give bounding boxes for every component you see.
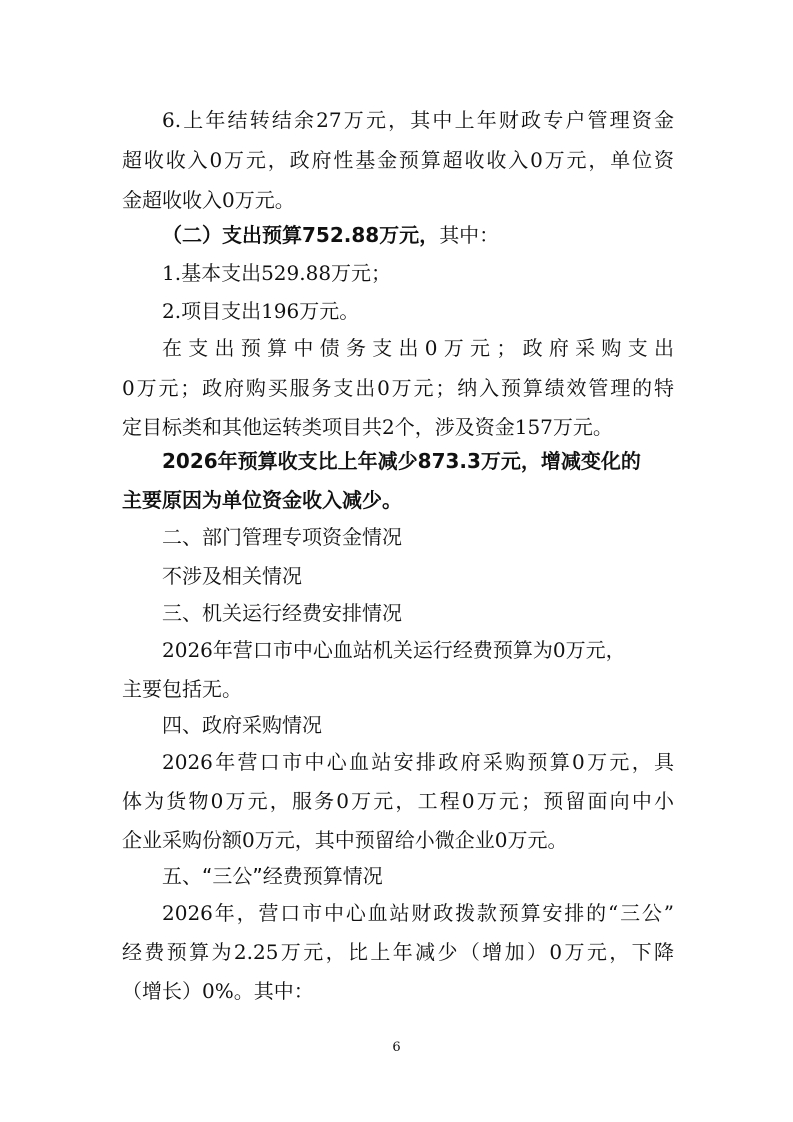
paragraph-line: 经费预算为2.25万元，比上年减少（增加）0万元，下降 — [122, 940, 674, 964]
paragraph-line: 2026年营口市中心血站安排政府采购预算0万元，具 — [162, 750, 674, 774]
section-heading: 五、“三公”经费预算情况 — [162, 864, 383, 888]
paragraph-line: 6.上年结转结余27万元，其中上年财政专户管理资金 — [162, 108, 674, 132]
paragraph-line: 体为货物0万元，服务0万元，工程0万元；预留面向中小 — [122, 789, 674, 813]
section-heading: 三、机关运行经费安排情况 — [162, 601, 402, 625]
paragraph-line: 超收收入0万元，政府性基金预算超收收入0万元，单位资 — [122, 148, 674, 172]
page-number: 6 — [392, 1040, 401, 1055]
paragraph-line: 企业采购份额0万元，其中预留给小微企业0万元。 — [122, 828, 568, 852]
summary-line: 2026年预算收支比上年减少873.3万元，增减变化的 — [162, 449, 641, 473]
summary-line: 主要原因为单位资金收入减少。 — [122, 488, 402, 512]
paragraph-line: 1.基本支出529.88万元； — [162, 261, 392, 285]
expenditure-heading-bold: （二）支出预算752.88万元， — [162, 223, 440, 247]
paragraph-line: 2026年，营口市中心血站财政拨款预算安排的“三公” — [162, 901, 674, 925]
paragraph-line: 2026年营口市中心血站机关运行经费预算为0万元， — [162, 638, 626, 662]
paragraph-line: 在支出预算中债务支出0万元；政府采购支出 — [162, 336, 674, 360]
expenditure-heading-rest: 其中： — [439, 223, 500, 247]
paragraph-line: 不涉及相关情况 — [162, 564, 302, 588]
paragraph-line: 0万元；政府购买服务支出0万元；纳入预算绩效管理的特 — [122, 376, 674, 400]
paragraph-line: （增长）0%。其中： — [122, 979, 314, 1003]
paragraph-line: 2.项目支出196万元。 — [162, 299, 360, 323]
section-heading: 四、政府采购情况 — [162, 713, 322, 737]
paragraph-line: 金超收收入0万元。 — [122, 188, 295, 212]
paragraph-line: 定目标类和其他运转类项目共2个，涉及资金157万元。 — [122, 415, 613, 439]
section-heading: 二、部门管理专项资金情况 — [162, 525, 402, 549]
paragraph-line: 主要包括无。 — [122, 677, 242, 701]
expenditure-heading — [162, 219, 674, 251]
